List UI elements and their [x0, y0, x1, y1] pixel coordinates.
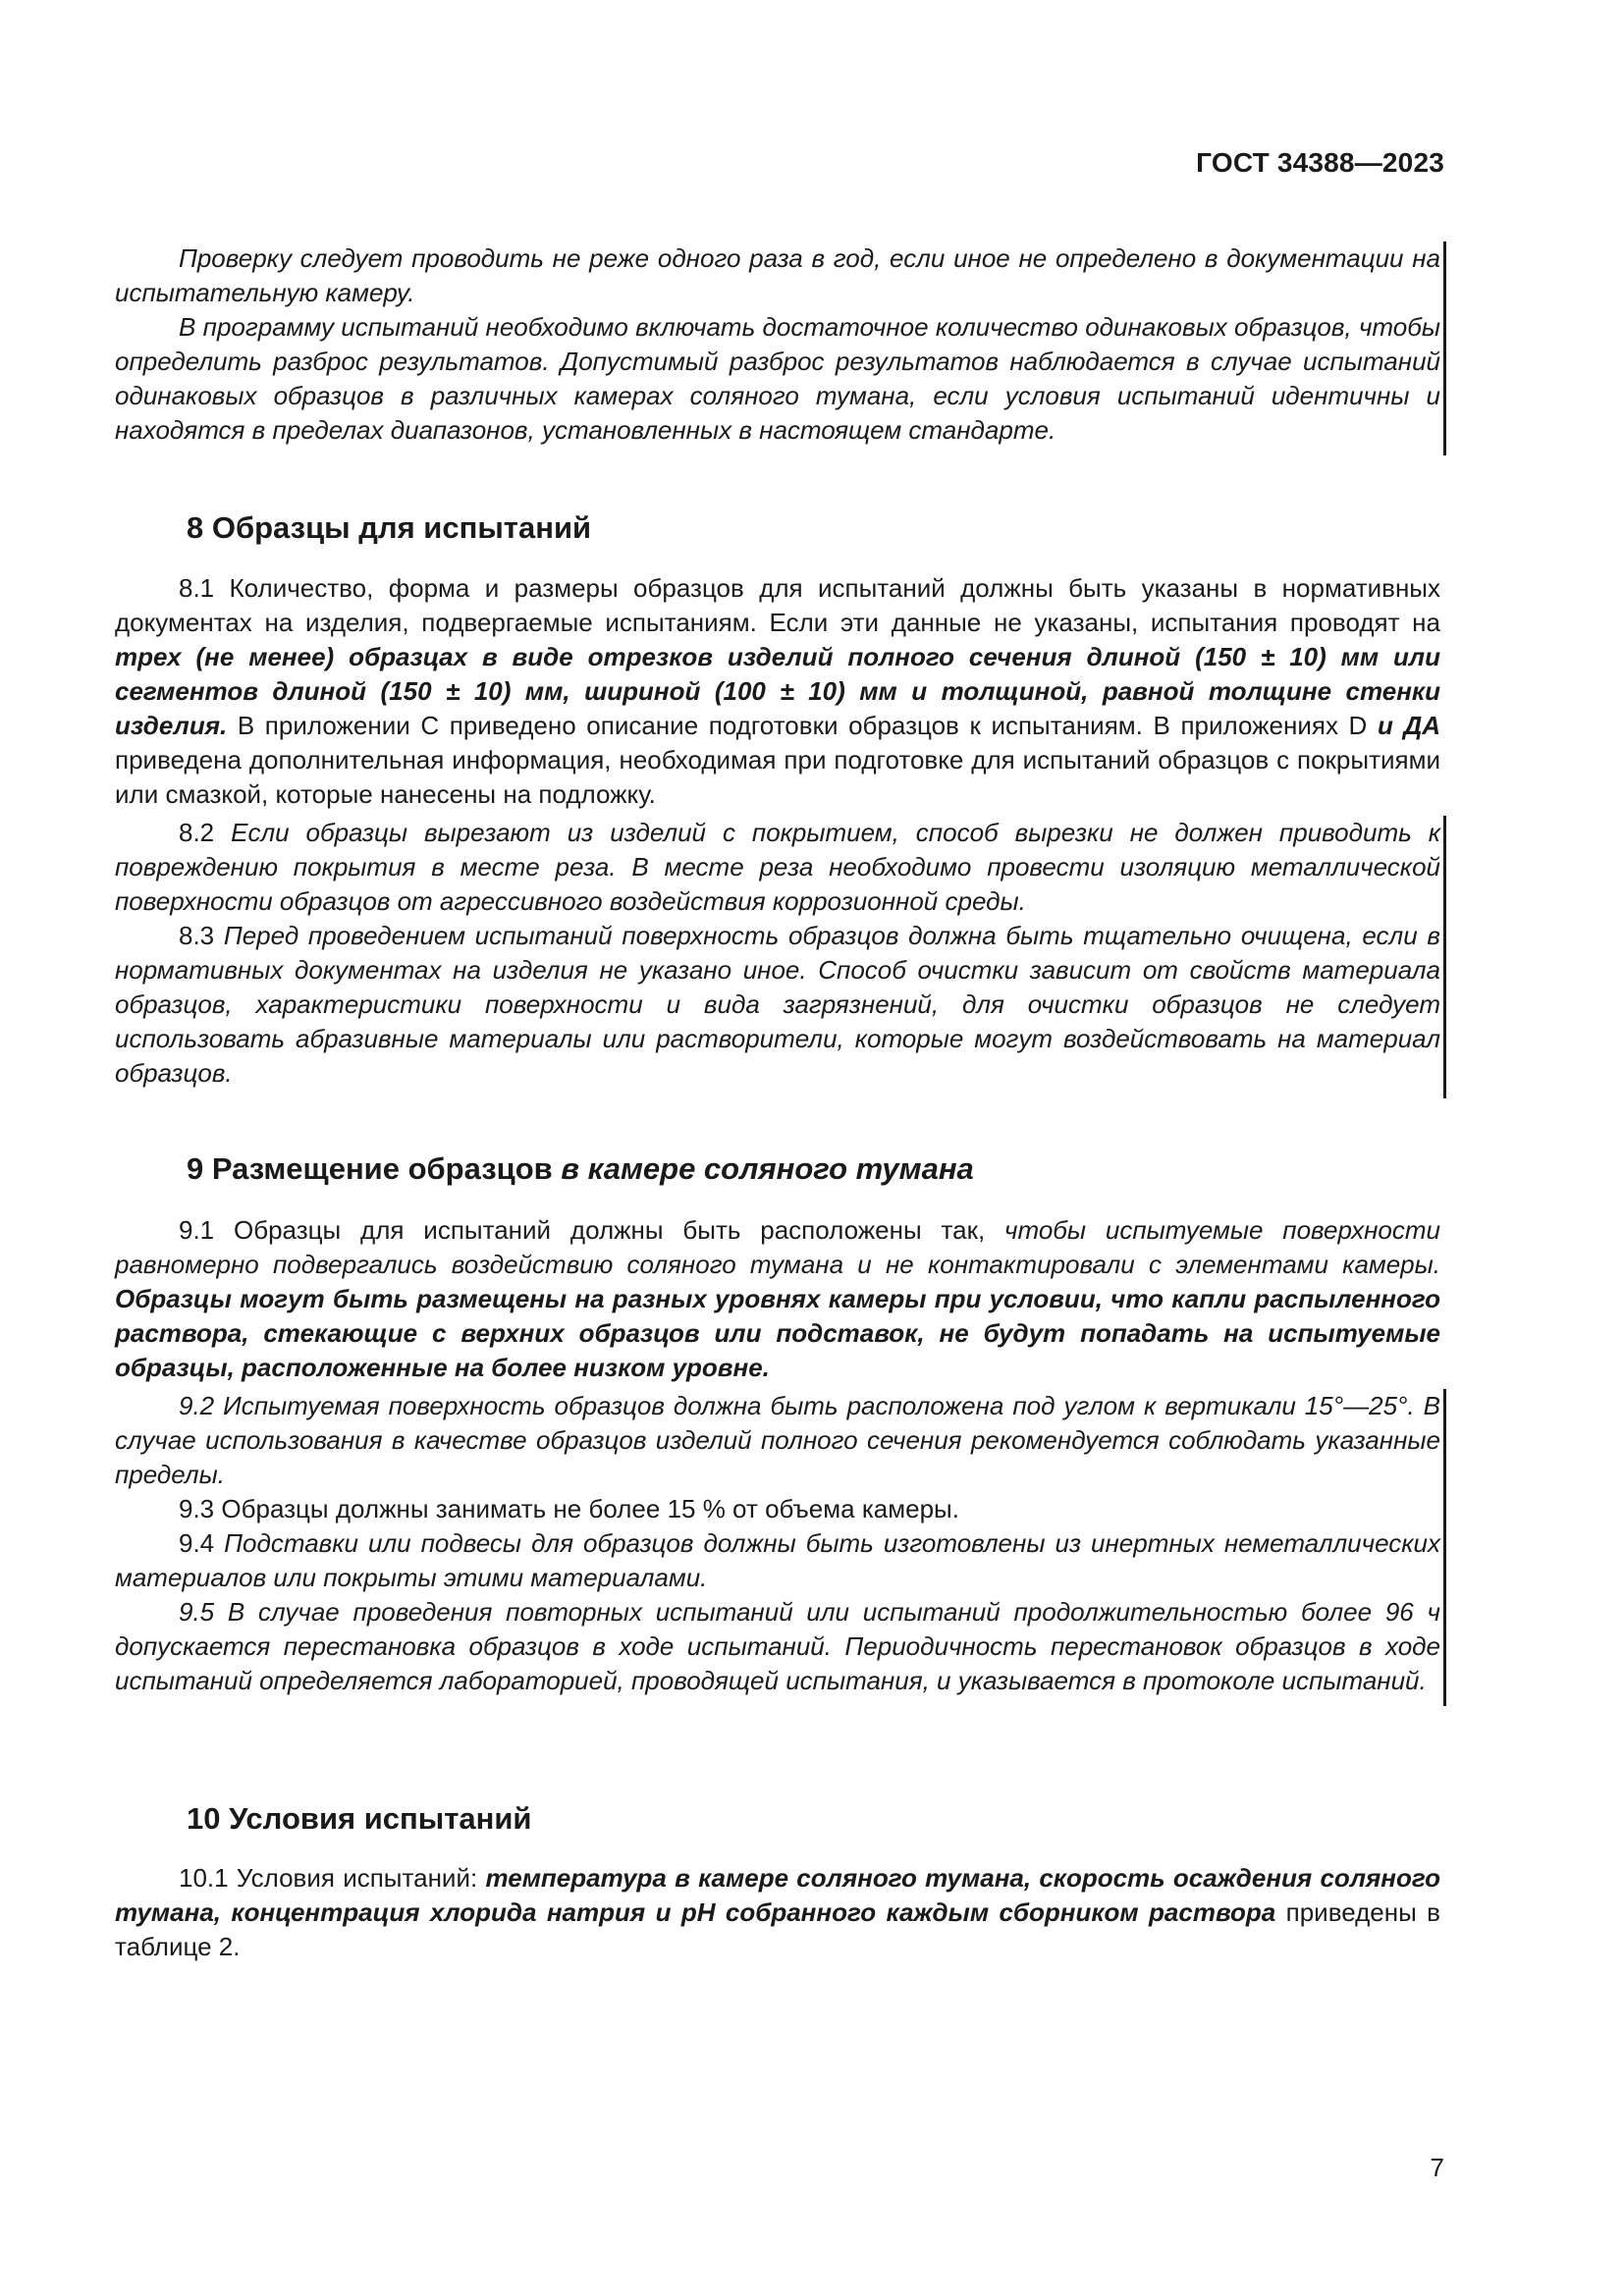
section-9-marked [115, 1389, 1440, 1698]
section-10-p1 [115, 1861, 1440, 1964]
section-9-p1 [115, 1213, 1440, 1385]
paragraph-8-1: 8.1 Количество, форма и размеры образцов для испытаний должны быть указаны в нормативных документах на изделия, подвергаемые испытаниям. Если эти данные не указаны, испытания проводят на трех (не менее) образцах в виде отрезков изделий полного сечения длиной (150 ± 10) мм или сегментов длиной (150 ± 10) мм, шириной (100 ± 10) мм и толщиной, равной толщине стенки изделия. В приложении С приведено описание подготовки образцов к испытаниям. В приложениях D и ДА приведена дополнительная информация, необходимая при подготовке для испытаний образцов с покрытиями или смазкой, которые нанесены на подложку. [115, 573, 1440, 809]
section-8-title: 8 Образцы для испытаний [187, 510, 592, 545]
section-10-title: 10 Условия испытаний [187, 1801, 532, 1836]
paragraph-9-3: 9.3 Образцы должны занимать не более 15 % от объема камеры. [179, 1494, 959, 1523]
paragraph-9-2: 9.2 Испытуемая поверхность образцов должна быть расположена под углом к вертикали 15°—25°. В случае использования в качестве образцов изделий полного сечения рекомендуется соблюдать указанные пределы. [115, 1391, 1440, 1489]
paragraph-9-1: 9.1 Образцы для испытаний должны быть расположены так, чтобы испытуемые поверхности равномерно подвергались воздействию соляного тумана и не контактировали с элементами камеры. Образцы могут быть размещены на разных уровнях камеры при условии, что капли распыленного раствора, стекающие с верхних образцов или подставок, не будут попадать на испытуемые образцы, расположенные на более низком уровне. [115, 1215, 1440, 1382]
document-id: ГОСТ 34388—2023 [1196, 147, 1444, 178]
paragraph-9-5: 9.5 В случае проведения повторных испытаний или испытаний продолжительностью более 96 ч допускается перестановка образцов в ходе испытаний. Периодичность перестановок образцов в ходе испытаний определяется лабораторией, проводящей испытания, и указывается в протоколе испытаний. [115, 1597, 1440, 1695]
paragraph-8-3: 8.3 Перед проведением испытаний поверхность образцов должна быть тщательно очищена, если в нормативных документах на изделия не указано иное. Способ очистки зависит от свойств материала образцов, характеристики поверхности и вида загрязнений, для очистки образцов не следует использовать абразивные материалы или растворители, которые могут воздействовать на материал образцов. [115, 921, 1440, 1088]
paragraph-9-4: 9.4 Подставки или подвесы для образцов должны быть изготовлены из инертных неметаллических материалов или покрыты этими материалами. [115, 1528, 1440, 1592]
intro-paragraph-2: В программу испытаний необходимо включать достаточное количество одинаковых образцов, чтобы определить разброс результатов. Допустимый разброс результатов наблюдается в случае испытаний одинаковых образцов в различных камерах соляного тумана, если условия испытаний идентичны и находятся в пределах диапазонов, установленных в настоящем стандарте. [115, 312, 1440, 445]
section-9-title: 9 Размещение образцов в камере соляного тумана [187, 1151, 974, 1186]
section-8-marked [115, 816, 1440, 1091]
page-number: 7 [1430, 2153, 1444, 2182]
section-8-p1 [115, 571, 1440, 812]
paragraph-8-2: 8.2 Если образцы вырезают из изделий с покрытием, способ вырезки не должен приводить к повреждению покрытия в месте реза. В месте реза необходимо провести изоляцию металлической поверхности образцов от агрессивного воздействия коррозионной среды. [115, 818, 1440, 916]
intro-block [115, 241, 1440, 448]
intro-paragraph-1: Проверку следует проводить не реже одного раза в год, если иное не определено в документации на испытательную камеру. [115, 243, 1440, 307]
paragraph-10-1: 10.1 Условия испытаний: температура в камере соляного тумана, скорость осаждения соляного тумана, концентрация хлорида натрия и pH собранного каждым сборником раствора приведены в таблице 2. [115, 1863, 1440, 1961]
